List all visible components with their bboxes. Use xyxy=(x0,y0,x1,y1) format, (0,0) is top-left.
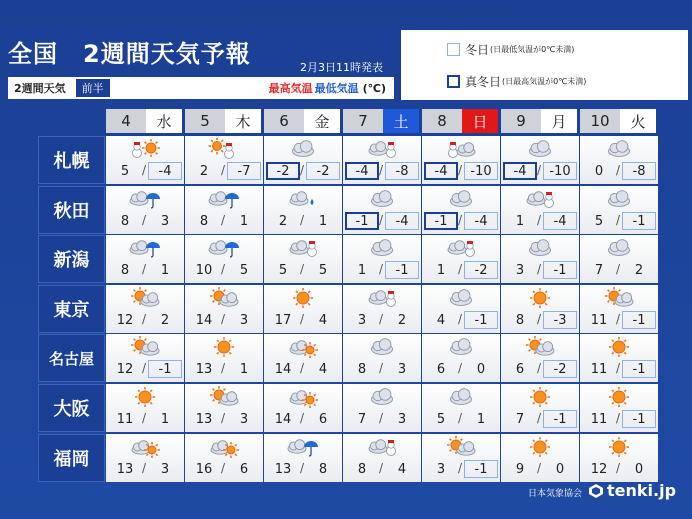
day-weekday: 土 xyxy=(383,109,419,133)
high-temp: 8 xyxy=(120,213,130,229)
section-label: 2週間天気 xyxy=(14,82,66,95)
sun-cloud-icon xyxy=(205,287,245,311)
temp-separator: / xyxy=(458,262,463,276)
high-temp: 13 xyxy=(274,461,292,477)
temp-separator: / xyxy=(300,411,305,425)
temp-separator: / xyxy=(300,461,305,475)
low-temp: 3 xyxy=(397,361,407,377)
temp-separator: / xyxy=(300,361,305,375)
high-temp: 6 xyxy=(515,361,525,377)
temp-separator: / xyxy=(379,361,384,375)
temp-separator: / xyxy=(379,461,384,475)
forecast-cell xyxy=(106,434,184,482)
low-temp: 0 xyxy=(555,461,565,477)
temp-separator: / xyxy=(221,361,226,375)
temp-separator: / xyxy=(379,163,384,177)
temp-separator: / xyxy=(142,461,147,475)
sun-icon xyxy=(521,436,561,460)
temp-separator: / xyxy=(300,213,305,227)
high-temp: 14 xyxy=(274,411,292,427)
forecast-cell xyxy=(422,434,500,482)
low-temp: 4 xyxy=(397,461,407,477)
cloud-snow-icon xyxy=(363,287,403,311)
high-temp: 5 xyxy=(594,213,604,229)
low-temp: 0 xyxy=(476,361,486,377)
temp-separator: / xyxy=(221,312,226,326)
low-temp: 3 xyxy=(239,312,249,328)
cloud-icon xyxy=(284,138,324,162)
high-temp: 7 xyxy=(594,262,604,278)
tenki-logo-icon xyxy=(588,483,604,499)
city-label: 札幌 xyxy=(38,136,105,184)
high-temp: 14 xyxy=(274,361,292,377)
low-temp: 4 xyxy=(318,312,328,328)
high-temp: 10 xyxy=(195,262,213,278)
temp-separator: / xyxy=(379,411,384,425)
temp-separator: / xyxy=(537,461,542,475)
forecast-cell xyxy=(422,186,500,234)
low-temp: 5 xyxy=(239,262,249,278)
low-temp: 3 xyxy=(239,411,249,427)
low-temp: 3 xyxy=(397,411,407,427)
cloud-icon xyxy=(363,386,403,410)
low-temp: 2 xyxy=(634,262,644,278)
high-temp: 0 xyxy=(594,163,604,179)
legend-midwinter-day: 真冬日 (日最高気温が0℃未満) xyxy=(447,73,586,90)
forecast-cell xyxy=(422,334,500,382)
day-weekday: 木 xyxy=(225,109,261,133)
temp-separator: / xyxy=(221,411,226,425)
high-temp: 3 xyxy=(515,262,525,278)
page-title: 全国 2週間天気予報 xyxy=(8,40,251,68)
sun-icon xyxy=(284,287,324,311)
forecast-cell xyxy=(422,235,500,283)
low-temp: 2 xyxy=(160,312,170,328)
high-temp: 12 xyxy=(116,361,134,377)
high-temp: 9 xyxy=(515,461,525,477)
high-temp: 11 xyxy=(590,411,608,427)
forecast-cell xyxy=(185,334,263,382)
temp-separator: / xyxy=(379,312,384,326)
snow-cloud-icon xyxy=(442,138,482,162)
sun-icon xyxy=(521,386,561,410)
high-temp: -4 xyxy=(424,162,458,180)
cloud-sun-icon xyxy=(284,386,324,410)
forecast-cell xyxy=(264,186,342,234)
cloud-icon xyxy=(442,336,482,360)
temp-separator: / xyxy=(379,262,384,276)
forecast-cell xyxy=(343,136,421,184)
high-temp: -1 xyxy=(424,212,458,230)
forecast-cell xyxy=(501,186,579,234)
temp-separator: / xyxy=(142,163,147,177)
city-label: 福岡 xyxy=(38,434,105,482)
forecast-cell xyxy=(343,334,421,382)
forecast-cell xyxy=(185,235,263,283)
low-temp: -8 xyxy=(385,162,419,180)
high-temp: 13 xyxy=(195,411,213,427)
sun-cloud-icon xyxy=(126,336,166,360)
cloud-icon xyxy=(442,188,482,212)
day-header-6 xyxy=(264,109,340,133)
high-temp: 12 xyxy=(116,312,134,328)
low-temp: -1 xyxy=(543,261,577,279)
issued-time: 2月3日11時発表 xyxy=(300,61,383,74)
forecast-cell xyxy=(106,136,184,184)
sun-cloud-icon xyxy=(600,287,640,311)
temp-separator: / xyxy=(142,411,147,425)
temp-separator: / xyxy=(616,262,621,276)
forecast-cell xyxy=(580,434,658,482)
cloud-icon xyxy=(600,138,640,162)
forecast-cell xyxy=(264,235,342,283)
temp-separator: / xyxy=(616,411,621,425)
day-weekday: 月 xyxy=(541,109,577,133)
sub-header-bar xyxy=(8,77,394,99)
forecast-cell xyxy=(580,334,658,382)
low-temp: -1 xyxy=(385,261,419,279)
low-temp: -1 xyxy=(622,212,656,230)
forecast-cell xyxy=(580,285,658,333)
temp-separator: / xyxy=(537,312,542,326)
day-date: 8 xyxy=(422,109,462,133)
high-temp: 3 xyxy=(436,461,446,477)
temp-separator: / xyxy=(616,361,621,375)
temp-separator: / xyxy=(142,312,147,326)
temp-separator: / xyxy=(537,411,542,425)
sun-icon xyxy=(126,386,166,410)
temp-separator: / xyxy=(537,163,542,177)
cloud-sun-icon xyxy=(284,336,324,360)
low-temp: -3 xyxy=(543,311,577,329)
high-temp: 5 xyxy=(278,262,288,278)
temp-separator: / xyxy=(300,163,305,177)
day-header-9 xyxy=(501,109,577,133)
forecast-cell xyxy=(422,384,500,432)
high-temp-label: 最高気温 xyxy=(268,82,313,95)
sun-icon xyxy=(521,287,561,311)
low-temp: 8 xyxy=(318,461,328,477)
forecast-cell xyxy=(185,285,263,333)
forecast-cell xyxy=(264,434,342,482)
low-temp: 1 xyxy=(160,262,170,278)
sun-icon xyxy=(600,336,640,360)
city-label: 秋田 xyxy=(38,186,105,234)
sun-icon xyxy=(205,336,245,360)
high-temp: 5 xyxy=(436,411,446,427)
high-temp: 1 xyxy=(515,213,525,229)
day-header-5 xyxy=(185,109,261,133)
high-temp: 14 xyxy=(195,312,213,328)
forecast-cell xyxy=(501,136,579,184)
high-temp: -4 xyxy=(345,162,379,180)
low-temp: 6 xyxy=(318,411,328,427)
forecast-cell xyxy=(185,384,263,432)
forecast-cell xyxy=(264,334,342,382)
cloud-sun-icon xyxy=(126,436,166,460)
high-temp: 8 xyxy=(515,312,525,328)
forecast-cell xyxy=(264,136,342,184)
temp-separator: / xyxy=(221,262,226,276)
forecast-cell xyxy=(106,334,184,382)
forecast-cell xyxy=(106,285,184,333)
cloud-snow-icon xyxy=(284,237,324,261)
temp-separator: / xyxy=(458,461,463,475)
sun-icon xyxy=(600,436,640,460)
low-temp: -1 xyxy=(622,360,656,378)
high-temp: 16 xyxy=(195,461,213,477)
credit-text: 日本気象協会 xyxy=(528,489,583,499)
temp-separator: / xyxy=(221,213,226,227)
low-temp: -10 xyxy=(543,162,577,180)
low-temp: -1 xyxy=(622,410,656,428)
day-date: 6 xyxy=(264,109,304,133)
low-temp: -7 xyxy=(227,162,261,180)
high-temp: 11 xyxy=(116,411,134,427)
cloud-snow-icon xyxy=(363,436,403,460)
cloud-umbrella-icon xyxy=(205,237,245,261)
forecast-cell xyxy=(106,384,184,432)
high-temp: 12 xyxy=(590,461,608,477)
high-temp: 4 xyxy=(436,312,446,328)
low-temp: -2 xyxy=(306,162,340,180)
temp-separator: / xyxy=(458,361,463,375)
temp-separator: / xyxy=(221,163,226,177)
day-date: 9 xyxy=(501,109,541,133)
forecast-cell xyxy=(185,434,263,482)
high-temp: 7 xyxy=(515,411,525,427)
low-temp: -4 xyxy=(543,212,577,230)
forecast-cell xyxy=(185,186,263,234)
high-temp: 7 xyxy=(357,411,367,427)
cloud-snow-icon xyxy=(442,237,482,261)
temp-separator: / xyxy=(616,213,621,227)
cloud-icon xyxy=(442,287,482,311)
forecast-cell xyxy=(580,186,658,234)
day-header-4 xyxy=(106,109,182,133)
period-badge: 前半 xyxy=(76,79,110,97)
city-label: 新潟 xyxy=(38,235,105,283)
high-temp: 11 xyxy=(590,361,608,377)
cloud-umbrella-icon xyxy=(205,188,245,212)
high-temp: 1 xyxy=(436,262,446,278)
forecast-cell xyxy=(501,235,579,283)
city-label: 東京 xyxy=(38,285,105,333)
low-temp: -2 xyxy=(464,261,498,279)
cloud-umbrella-icon xyxy=(126,188,166,212)
temp-separator: / xyxy=(616,461,621,475)
city-label: 大阪 xyxy=(38,384,105,432)
cloud-icon xyxy=(600,188,640,212)
high-temp: 5 xyxy=(120,163,130,179)
day-date: 5 xyxy=(185,109,225,133)
snow-sun-icon xyxy=(126,138,166,162)
cloud-icon xyxy=(600,237,640,261)
temp-separator: / xyxy=(142,262,147,276)
temp-separator: / xyxy=(537,262,542,276)
day-date: 7 xyxy=(343,109,383,133)
temp-separator: / xyxy=(142,213,147,227)
temp-separator: / xyxy=(537,213,542,227)
forecast-cell xyxy=(343,285,421,333)
forecast-cell xyxy=(501,285,579,333)
temp-separator: / xyxy=(458,312,463,326)
forecast-cell xyxy=(343,434,421,482)
forecast-cell xyxy=(343,186,421,234)
temp-separator: / xyxy=(458,411,463,425)
sun-cloud-icon xyxy=(126,287,166,311)
low-temp-label: 最低気温 xyxy=(314,82,359,95)
cloud-icon xyxy=(363,336,403,360)
sun-cloud-icon xyxy=(442,436,482,460)
cloud-icon xyxy=(363,237,403,261)
sun-cloud-icon xyxy=(521,336,561,360)
legend-winter-day: 冬日 (日最低気温が0℃未満) xyxy=(447,41,574,58)
high-temp: 13 xyxy=(195,361,213,377)
day-date: 10 xyxy=(580,109,620,133)
high-temp: 13 xyxy=(116,461,134,477)
low-temp: -10 xyxy=(464,162,498,180)
high-temp: -1 xyxy=(345,212,379,230)
cloud-snow-icon xyxy=(521,188,561,212)
temp-separator: / xyxy=(300,262,305,276)
cloud-umbrella-icon xyxy=(126,237,166,261)
sun-icon xyxy=(600,386,640,410)
low-temp: 4 xyxy=(318,361,328,377)
forecast-cell xyxy=(343,384,421,432)
temp-separator: / xyxy=(300,312,305,326)
legend-box xyxy=(401,30,688,100)
temp-separator: / xyxy=(458,213,463,227)
forecast-cell xyxy=(501,434,579,482)
forecast-cell xyxy=(422,136,500,184)
cloud-icon xyxy=(442,386,482,410)
forecast-cell xyxy=(264,285,342,333)
low-temp: 1 xyxy=(160,411,170,427)
sun-cloud-icon xyxy=(205,386,245,410)
low-temp: 1 xyxy=(318,213,328,229)
high-temp: 11 xyxy=(590,312,608,328)
forecast-cell xyxy=(580,384,658,432)
low-temp: -4 xyxy=(464,212,498,230)
day-weekday: 日 xyxy=(462,109,498,133)
high-temp: 17 xyxy=(274,312,292,328)
temp-separator: / xyxy=(221,461,226,475)
low-temp: -8 xyxy=(622,162,656,180)
temp-unit: (℃) xyxy=(362,81,386,95)
day-header-8 xyxy=(422,109,498,133)
day-weekday: 水 xyxy=(146,109,182,133)
high-temp: 8 xyxy=(199,213,209,229)
temp-separator: / xyxy=(616,312,621,326)
day-header-7 xyxy=(343,109,419,133)
cloud-icon xyxy=(521,138,561,162)
tenki-logo: tenki.jp xyxy=(588,481,676,500)
day-weekday: 金 xyxy=(304,109,340,133)
forecast-cell xyxy=(106,186,184,234)
day-weekday: 火 xyxy=(620,109,656,133)
low-temp: 1 xyxy=(239,361,249,377)
low-temp: 2 xyxy=(397,312,407,328)
low-temp: 0 xyxy=(634,461,644,477)
high-temp: 8 xyxy=(357,361,367,377)
forecast-cell xyxy=(264,384,342,432)
forecast-cell xyxy=(343,235,421,283)
legend-winter-swatch xyxy=(447,43,460,56)
low-temp: -2 xyxy=(543,360,577,378)
forecast-cell xyxy=(422,285,500,333)
cloud-icon xyxy=(363,188,403,212)
day-date: 4 xyxy=(106,109,146,133)
temp-separator: / xyxy=(142,361,147,375)
low-temp: -1 xyxy=(464,311,498,329)
day-header-10 xyxy=(580,109,656,133)
high-temp: 3 xyxy=(357,312,367,328)
city-label: 名古屋 xyxy=(38,334,105,382)
cloud-umbrella-icon xyxy=(284,436,324,460)
cloud-rain-icon xyxy=(284,188,324,212)
low-temp: -1 xyxy=(464,460,498,478)
high-temp: -4 xyxy=(503,162,537,180)
low-temp: 6 xyxy=(239,461,249,477)
temp-separator: / xyxy=(537,361,542,375)
high-temp: 8 xyxy=(357,461,367,477)
high-temp: 2 xyxy=(199,163,209,179)
cloud-sun-icon xyxy=(205,436,245,460)
low-temp: -1 xyxy=(543,410,577,428)
low-temp: 1 xyxy=(476,411,486,427)
high-temp: 1 xyxy=(357,262,367,278)
forecast-cell xyxy=(501,334,579,382)
low-temp: -4 xyxy=(148,162,182,180)
cloud-snow-icon xyxy=(363,138,403,162)
low-temp: -1 xyxy=(148,360,182,378)
high-temp: 6 xyxy=(436,361,446,377)
low-temp: -4 xyxy=(385,212,419,230)
forecast-cell xyxy=(185,136,263,184)
forecast-cell xyxy=(580,136,658,184)
temp-separator: / xyxy=(616,163,621,177)
forecast-cell xyxy=(106,235,184,283)
low-temp: 5 xyxy=(318,262,328,278)
low-temp: 1 xyxy=(239,213,249,229)
low-temp: 3 xyxy=(160,213,170,229)
cloud-icon xyxy=(521,237,561,261)
legend-midwinter-swatch xyxy=(447,75,460,88)
high-temp: -2 xyxy=(266,162,300,180)
low-temp: 3 xyxy=(160,461,170,477)
high-temp: 2 xyxy=(278,213,288,229)
high-temp: 8 xyxy=(120,262,130,278)
temp-separator: / xyxy=(458,163,463,177)
sun-snow-icon xyxy=(205,138,245,162)
forecast-cell xyxy=(580,235,658,283)
low-temp: -1 xyxy=(622,311,656,329)
temp-separator: / xyxy=(379,213,384,227)
forecast-cell xyxy=(501,384,579,432)
